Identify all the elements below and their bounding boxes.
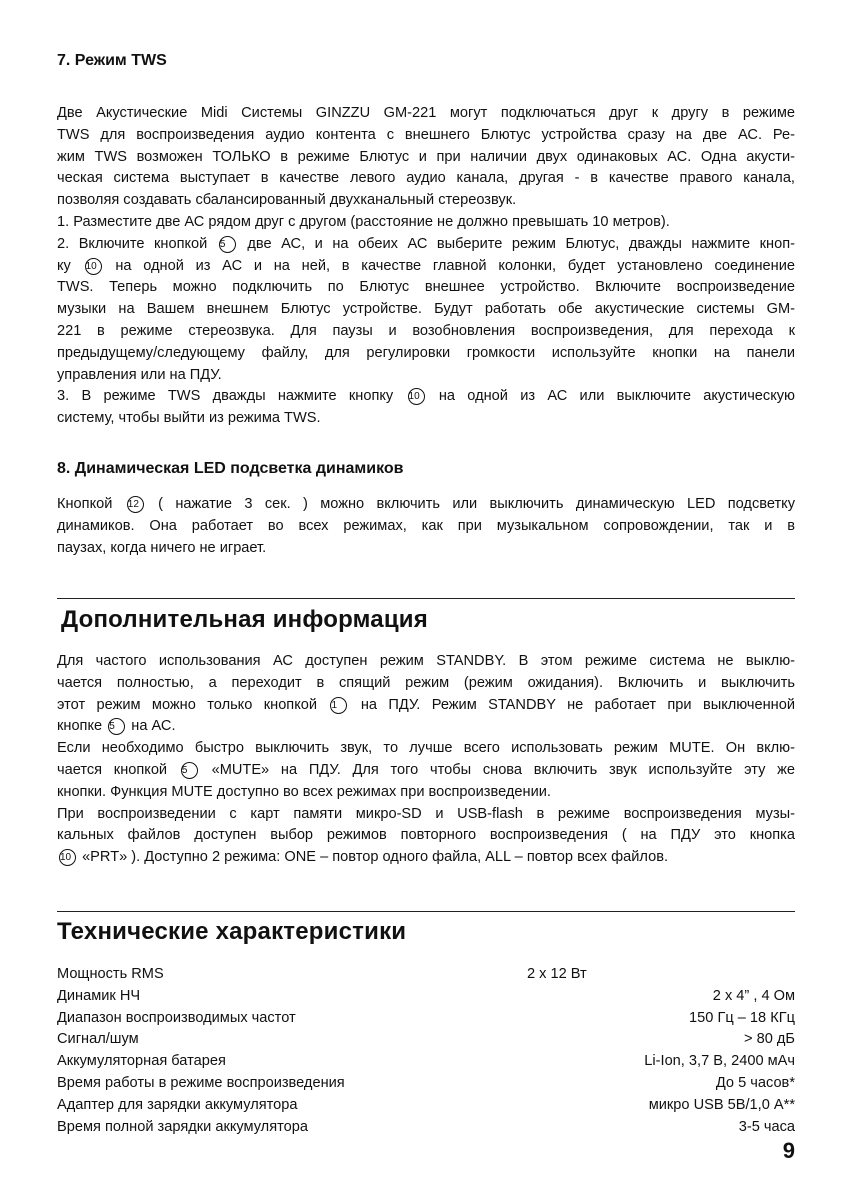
button-5-icon: 5 [108,718,125,735]
step-1: 1. Разместите две АС рядом друг с другом (расстояние не должно превышать 10 метров). [57,213,670,230]
spec-row [57,1008,795,1030]
extra-text-3b: на ПДУ. Режим STANDBY не работает при выключенной [360,696,796,713]
button-10-icon: 10 [85,258,102,275]
section-8-body [57,494,795,559]
section-divider [57,911,795,912]
section-divider [57,598,795,599]
text-line: TWS. Теперь можно подключить по Блютус внешнее устройство. Включите воспроизведение [57,279,795,296]
section-7-body [57,103,795,430]
button-5-icon: 5 [181,762,198,779]
step-2-text-b: две АС, и на обеих АС выберите режим Блютус, дважды нажмите кноп- [247,235,795,252]
spec-row [57,986,795,1008]
step-2-text-a: 2. Включите кнопкой [57,235,208,252]
step-2-text-d: на одной из АС и на ней, в качестве главной колонки, будет установлено соединение [115,257,795,274]
section-7-title: 7. Режим TWS [57,52,167,69]
text-line: паузах, когда ничего не играет. [57,539,267,556]
spec-value: 3-5 часа [738,1118,795,1135]
section-8-text-a: Кнопкой [57,496,113,512]
spec-name: Диапазон воспроизводимых частот [57,1009,296,1026]
text-line: Две Акустические Midi Системы GINZZU GM-221 могут подключаться друг к другу в режиме [57,105,795,121]
extra-line-4 [57,716,795,738]
extra-line-3 [57,695,795,717]
spec-value: 150 Гц – 18 КГц [689,1009,795,1026]
step-3-text-b: на одной из АС или выключите акустическую [438,388,795,405]
spec-name: Динамик НЧ [57,987,141,1004]
text-line: позволяя создавать сбалансированный двухканальный стереозвук. [57,192,517,209]
spec-row [57,1117,795,1139]
step-3-line-1 [57,386,795,408]
spec-name: Время полной зарядки аккумулятора [57,1118,308,1135]
spec-value: микро USB 5В/1,0 А** [648,1096,795,1113]
text-line: Для частого использования АС доступен режим STANDBY. В этом режиме система не выклю- [57,653,795,669]
button-12-icon: 12 [127,496,144,513]
text-line: кальных файлов доступен выбор режимов повторного воспроизведения ( на ПДУ это кнопка [57,827,795,844]
extra-text-4b: на АС. [131,718,176,735]
spec-value: 2 x 12 Вт [527,966,587,982]
extra-info-body [57,651,795,869]
button-10-icon: 10 [59,849,76,866]
button-10-icon: 10 [408,388,425,405]
step-2-line-2 [57,256,795,278]
section-8-text-b: ( нажатие 3 сек. ) можно включить или выключить динамическую LED подсветку [158,496,795,512]
text-line: Если необходимо быстро выключить звук, то лучше всего использовать режим MUTE. Он вклю- [57,740,795,757]
text-line: музыки на Вашем внешнем Блютус устройстве. Будут работать обе акустические системы GM- [57,301,795,318]
extra-text-3a: этот режим можно только кнопкой [57,696,318,713]
extra-line-10 [57,847,795,869]
manual-page [57,0,795,1190]
spec-name: Мощность RMS [57,966,164,982]
extra-text-6a: чается кнопкой [57,761,168,778]
text-line: TWS для воспроизведения аудио контента с внешнего Блютус устройства сразу на две АС. Ре- [57,126,795,143]
page-number: 9 [782,1138,795,1163]
spec-name: Сигнал/шум [57,1031,139,1048]
spec-value: > 80 дБ [744,1031,795,1048]
spec-name: Аккумуляторная батарея [57,1053,226,1070]
step-3-line-2: систему, чтобы выйти из режима TWS. [57,410,321,427]
text-line: 221 в режиме стереозвука. Для паузы и возобновления воспроизведения, для перехода к [57,322,795,339]
button-1-icon: 1 [330,697,347,714]
spec-value: Li-Ion, 3,7 В, 2400 мАч [644,1053,795,1070]
spec-name: Время работы в режиме воспроизведения [57,1074,345,1091]
spec-row [57,1073,795,1095]
text-line: чается полностью, а переходит в спящий режим (режим ожидания). Включить и выключить [57,674,795,691]
step-2-text-c: ку [57,257,71,274]
specs-title: Технические характеристики [57,918,407,945]
step-3-text-a: 3. В режиме TWS дважды нажмите кнопку [57,388,394,405]
text-line: При воспроизведении с карт памяти микро-SD и USB-flash в режиме воспроизведения музы- [57,805,795,822]
extra-text-4a: кнопке [57,718,103,735]
extra-info-title: Дополнительная информация [61,606,428,633]
step-2-line-1 [57,234,795,256]
text-line: кнопки. Функция MUTE доступно во всех режимах при воспроизведении. [57,783,551,800]
text-line: управления или на ПДУ. [57,366,222,383]
button-5-icon: 5 [219,236,236,253]
spec-name: Адаптер для зарядки аккумулятора [57,1096,298,1113]
section-8-title: 8. Динамическая LED подсветка динамиков [57,460,404,477]
text-line: предыдущему/следующему файлу, для регулировки громкости используйте кнопки на панели [57,344,795,361]
spec-row [57,1029,795,1051]
spec-value: До 5 часов* [715,1074,795,1091]
extra-text-10b: «PRT» ). Доступно 2 режима: ONE – повтор одного файла, ALL – повтор всех файлов. [82,849,668,866]
spec-row [57,1095,795,1117]
section-8-line-1 [57,494,795,516]
text-line: динамиков. Она работает во всех режимах, как при музыкальном сопровождении, так и в [57,517,795,534]
specs-table [57,964,795,1138]
text-line: ческая система выступает в качестве левого аудио канала, другая - в качестве правого канала, [57,170,795,187]
extra-line-6 [57,760,795,782]
spec-value: 2 x 4” , 4 Ом [712,987,795,1004]
extra-text-6b: «MUTE» на ПДУ. Для того чтобы снова включить звук используйте эту же [211,761,796,778]
text-line: жим TWS возможен ТОЛЬКО в режиме Блютус и при наличии двух одинаковых АС. Одна акусти- [57,148,795,165]
spec-row [57,964,795,986]
spec-row [57,1051,795,1073]
